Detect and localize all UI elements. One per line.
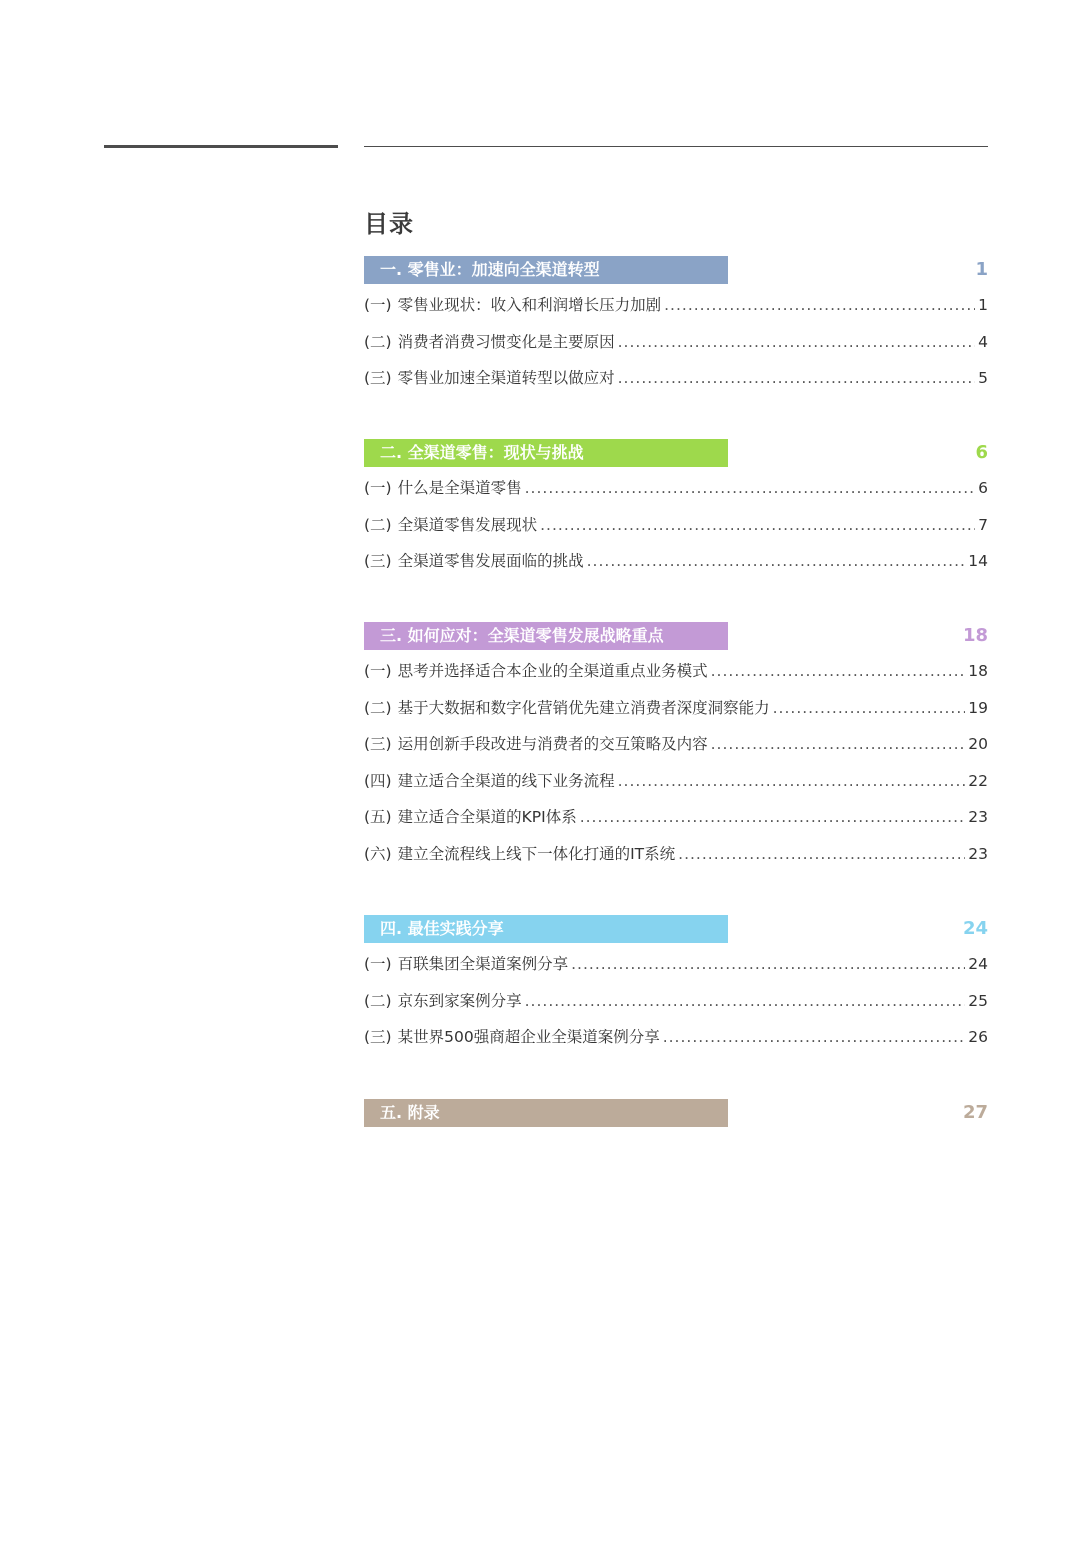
dot-leader xyxy=(587,549,966,573)
toc-entry[interactable] xyxy=(364,513,988,537)
entry-page-number: 1 xyxy=(978,296,988,314)
decorative-rule-left xyxy=(104,145,338,148)
toc-entry[interactable] xyxy=(364,769,988,793)
toc-entry[interactable] xyxy=(364,952,988,976)
toc-entry[interactable] xyxy=(364,696,988,720)
entry-page-number: 4 xyxy=(978,332,988,351)
dot-leader xyxy=(663,1025,966,1049)
toc-entry[interactable] xyxy=(364,1025,988,1049)
entry-number: (一) xyxy=(364,479,392,497)
dot-leader xyxy=(540,513,975,537)
entry-label: 零售业现状：收入和利润增长压力加剧 xyxy=(397,296,662,314)
dot-leader xyxy=(580,805,966,829)
toc-entry[interactable] xyxy=(364,805,988,829)
toc-entry[interactable] xyxy=(364,842,988,866)
entry-label: 消费者消费习惯变化是主要原因 xyxy=(397,332,615,351)
entry-label: 全渠道零售发展现状 xyxy=(397,515,538,534)
entry-number: (三) xyxy=(364,735,392,754)
section-page-number: 24 xyxy=(962,918,988,939)
entry-number: (一) xyxy=(364,955,392,973)
section-page-number: 1 xyxy=(975,259,988,280)
entry-label: 基于大数据和数字化营销优先建立消费者深度洞察能力 xyxy=(397,698,770,717)
entry-number: (二) xyxy=(364,991,392,1010)
entry-page-number: 7 xyxy=(978,515,988,534)
entry-number: (六) xyxy=(364,845,392,863)
toc-entry[interactable] xyxy=(364,732,988,756)
entry-page-number: 5 xyxy=(978,369,988,388)
entry-label: 百联集团全渠道案例分享 xyxy=(397,955,569,973)
dot-leader xyxy=(571,952,965,976)
section-title-bar: 二. 全渠道零售：现状与挑战 xyxy=(364,439,728,467)
section-title-bar: 四. 最佳实践分享 xyxy=(364,915,728,943)
entry-label: 什么是全渠道零售 xyxy=(397,479,522,497)
entry-number: (二) xyxy=(364,515,392,534)
entry-number: (三) xyxy=(364,1028,392,1047)
section-page-number: 18 xyxy=(962,625,988,646)
entry-label: 全渠道零售发展面临的挑战 xyxy=(397,552,584,571)
entry-page-number: 19 xyxy=(968,698,988,717)
entry-label: 运用创新手段改进与消费者的交互策略及内容 xyxy=(397,735,708,754)
toc-section-heading[interactable] xyxy=(364,1099,988,1127)
decorative-rule-right xyxy=(364,146,988,147)
dot-leader xyxy=(711,659,966,683)
dot-leader xyxy=(773,696,966,720)
entry-label: 建立适合全渠道的KPI体系 xyxy=(397,808,577,827)
entry-page-number: 20 xyxy=(968,735,988,754)
dot-leader xyxy=(525,476,976,500)
section-title-bar: 五. 附录 xyxy=(364,1099,728,1127)
toc-entry[interactable] xyxy=(364,330,988,354)
entry-number: (一) xyxy=(364,662,392,680)
dot-leader xyxy=(525,989,966,1013)
entry-page-number: 23 xyxy=(968,808,988,827)
entry-label: 某世界500强商超企业全渠道案例分享 xyxy=(397,1028,660,1047)
entry-page-number: 22 xyxy=(968,771,988,790)
toc-entry[interactable] xyxy=(364,989,988,1013)
toc-entry[interactable] xyxy=(364,293,988,317)
dot-leader xyxy=(618,769,966,793)
entry-label: 零售业加速全渠道转型以做应对 xyxy=(397,369,615,388)
entry-label: 思考并选择适合本企业的全渠道重点业务模式 xyxy=(397,662,708,680)
entry-page-number: 6 xyxy=(978,479,988,497)
toc-entry[interactable] xyxy=(364,549,988,573)
toc-entry[interactable] xyxy=(364,659,988,683)
toc-title: 目录 xyxy=(364,210,414,238)
entry-page-number: 24 xyxy=(968,955,988,973)
entry-label: 建立全流程线上线下一体化打通的IT系统 xyxy=(397,845,676,863)
entry-page-number: 18 xyxy=(968,662,988,680)
section-title-bar: 一. 零售业：加速向全渠道转型 xyxy=(364,256,728,284)
entry-label: 京东到家案例分享 xyxy=(397,991,522,1010)
dot-leader xyxy=(711,732,966,756)
entry-number: (二) xyxy=(364,332,392,351)
toc-section-heading[interactable] xyxy=(364,622,988,650)
toc-entry[interactable] xyxy=(364,476,988,500)
entry-page-number: 14 xyxy=(968,552,988,571)
entry-number: (四) xyxy=(364,771,392,790)
entry-page-number: 23 xyxy=(968,845,988,863)
dot-leader xyxy=(618,366,976,390)
section-title-bar: 三. 如何应对：全渠道零售发展战略重点 xyxy=(364,622,728,650)
entry-number: (三) xyxy=(364,369,392,388)
toc-section-heading[interactable] xyxy=(364,439,988,467)
toc-section-heading[interactable] xyxy=(364,256,988,284)
dot-leader xyxy=(618,330,976,354)
entry-label: 建立适合全渠道的线下业务流程 xyxy=(397,771,615,790)
toc-entry[interactable] xyxy=(364,366,988,390)
entry-page-number: 25 xyxy=(968,991,988,1010)
section-page-number: 27 xyxy=(962,1102,988,1123)
entry-number: (三) xyxy=(364,552,392,571)
entry-number: (一) xyxy=(364,296,392,314)
entry-number: (二) xyxy=(364,698,392,717)
section-page-number: 6 xyxy=(975,442,988,463)
dot-leader xyxy=(664,293,975,317)
dot-leader xyxy=(678,842,965,866)
entry-page-number: 26 xyxy=(968,1028,988,1047)
entry-number: (五) xyxy=(364,808,392,827)
toc-section-heading[interactable] xyxy=(364,915,988,943)
